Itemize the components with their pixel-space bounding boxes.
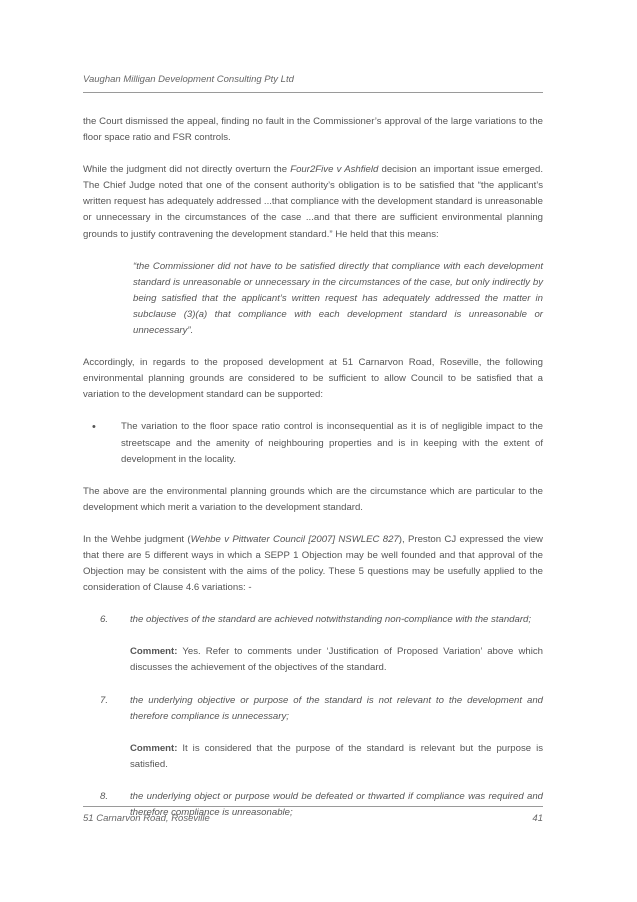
item-number: 6. — [100, 614, 109, 626]
paragraph-wehbe — [83, 532, 543, 596]
comment-text: It is considered that the purpose of the standard is relevant but the purpose is satisfied. — [130, 742, 543, 770]
paragraph-environmental-grounds: The above are the environmental planning grounds which are the circumstance which are particular to the development which merit a variation to the development standard. — [83, 485, 543, 513]
comment-text: Yes. Refer to comments under ‘Justification of Proposed Variation’ above which discusses the achievement of the objectives of the standard. — [130, 646, 543, 674]
item-text: the objectives of the standard are achieved notwithstanding non-compliance with the standard; — [130, 614, 532, 626]
numbered-item-6 — [83, 612, 543, 628]
paragraph-judgment-part-a: While the judgment did not directly overturn the — [83, 164, 291, 176]
header-divider — [83, 92, 543, 93]
comment-6 — [130, 644, 543, 676]
paragraph-judgment — [83, 162, 543, 242]
comment-7 — [130, 741, 543, 773]
item-number: 7. — [100, 694, 109, 706]
footer-address: 51 Carnarvon Road, Roseville — [83, 813, 210, 824]
item-text: the underlying object or purpose would be defeated or thwarted if compliance was required and therefore compliance is unreasonable; — [130, 790, 543, 818]
paragraph-accordingly: Accordingly, in regards to the proposed development at 51 Carnarvon Road, Roseville, the following environmental planning grounds are considered to be sufficient to allow Council to be satisfied that a variation to the development standard can be supported: — [83, 357, 543, 401]
paragraph-court-dismissed: the Court dismissed the appeal, finding no fault in the Commissioner’s approval of the large variations to the floor space ratio and FSR controls. — [83, 116, 543, 144]
paragraph-wehbe-part-a: In the Wehbe judgment ( — [83, 533, 191, 545]
footer-divider — [83, 806, 543, 807]
item-number: 8. — [100, 790, 109, 802]
item-text: the underlying objective or purpose of the standard is not relevant to the development and therefore compliance is unnecessary; — [130, 694, 543, 722]
case-name-four2five: Four2Five v Ashfield — [290, 164, 379, 176]
document-body — [83, 114, 543, 837]
bullet-icon: • — [92, 421, 96, 434]
bullet-text: The variation to the floor space ratio control is inconsequential as it is of negligible impact to the streetscape and the amenity of neighbouring properties and is in keeping with the extent of development in the locality. — [121, 421, 543, 465]
numbered-item-7 — [83, 693, 543, 725]
bullet-item — [83, 419, 543, 467]
page-number: 41 — [532, 813, 543, 824]
paragraph-judgment-part-b: decision an important issue emerged. The Chief Judge noted that one of the consent authority’s obligation is to be satisfied that “the applicant’s written request has adequately addressed ...that compliance with the development standard is unreasonable or unnecessary in the circumstances of the case ...and that there are sufficient environmental planning grounds to justify contravening the development standard.” He held that this means: — [83, 164, 543, 240]
comment-label: Comment: — [130, 646, 178, 658]
block-quote: “the Commissioner did not have to be satisfied directly that compliance with each development standard is unreasonable or unnecessary in the circumstances of the case, but only indirectly by being satisfied that the applicant’s written request has adequately addressed the matter in subclause (3)(a) that compliance with each development standard is unreasonable or unnecessary”. — [133, 260, 543, 337]
header-company-name: Vaughan Milligan Development Consulting Pty Ltd — [83, 74, 294, 85]
paragraph-wehbe-part-b: ), Preston CJ expressed the view that there are 5 different ways in which a SEPP 1 Objection may be well founded and that approval of the Objection may be consistent with the aims of the policy. These 5 questions may be usefully applied to the consideration of Clause 4.6 variations: - — [83, 533, 543, 594]
comment-label: Comment: — [130, 742, 178, 754]
case-citation-wehbe: Wehbe v Pittwater Council [2007] NSWLEC 827 — [190, 533, 399, 545]
